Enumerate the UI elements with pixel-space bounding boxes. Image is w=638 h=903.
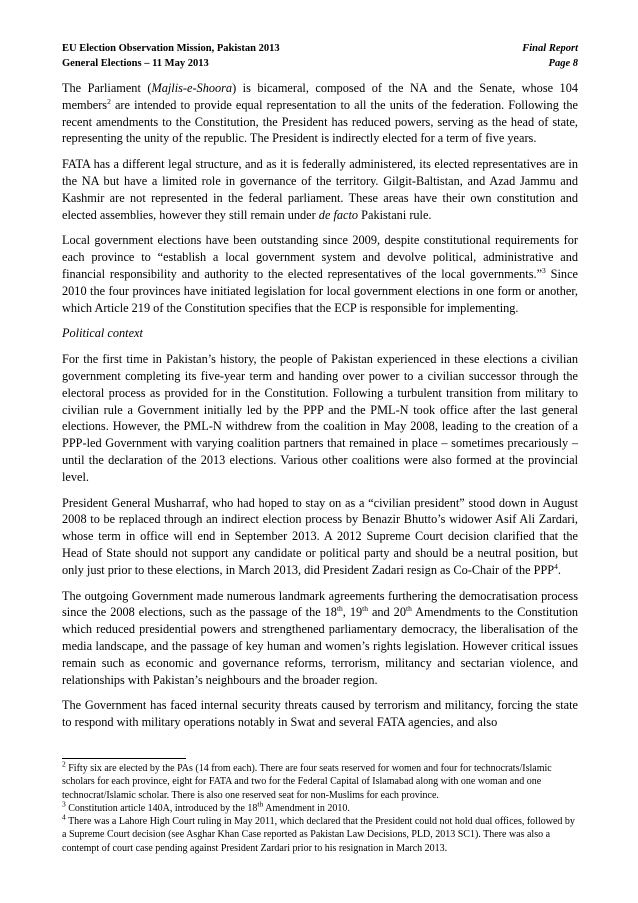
de-facto-term: de facto	[318, 207, 359, 222]
header-page-number: Page 8	[548, 58, 578, 69]
footnote-ref-4[interactable]: 4	[554, 561, 558, 571]
paragraph-musharraf: President General Musharraf, who had hoped to stay on as a “civilian president” stood down in August 2008 to be replaced through an indirect election process by Benazir Bhutto’s widower Asif Ali Zardari, whose term in office will end in September 2013. A 2012 Supreme Court decision clarified that the Head of State should not support any candidate or political party and should be a neutral position, but only just prior to these elections, in March 2013, did President Zadari resign as Co-Chair of the PPP$^4$.	[62, 495, 578, 577]
footnote-ref-3[interactable]: 3	[542, 265, 546, 275]
footnotes	[62, 759, 578, 855]
header-report-type: Final Report	[522, 43, 578, 54]
subheading-political-context: Political context	[62, 326, 143, 341]
footnote-ref-2[interactable]: 2	[107, 96, 111, 106]
header-mission-title: EU Election Observation Mission, Pakistan 2013	[62, 43, 280, 54]
paragraph-security-threats: The Government has faced internal security threats caused by terrorism and militancy, forcing the state to respond with military operations notably in Swat and several FATA agencies, and also	[62, 698, 578, 730]
document-body	[62, 80, 578, 740]
paragraph-outgoing-government: The outgoing Government made numerous landmark agreements furthering the democratisation process since the 2008 elections, such as the passage of the 18th, 19th and 20th Amendments to the Constitution which reduced presidential powers and strengthened parliamentary democracy, the liberalisation of the media landscape, and the passage of key human and women’s rights legislation. However critical issues remain such as economic and governance reforms, terrorism, militancy and sectarian violence, and relationships with Pakistan’s neighbours and the broader region.	[62, 588, 578, 687]
footnote-3: $^3$ Constitution article 140A, introduced by the 18th Amendment in 2010.	[62, 799, 350, 814]
footnote-2: $^2$ Fifty six are elected by the PAs (14 from each). There are four seats reserved for women and four for technocrats/Islamic scholars for each province, eight for FATA and two for the Federal Capital of Islamabad along with one woman and one technocrat/Islamic scholar. There is also one reserved seat for non-Muslims for each province.	[62, 759, 552, 801]
paragraph-local-government: Local government elections have been outstanding since 2009, despite constitutional requirements for each province to “establish a local government system and devolve political, administrative and financial responsibility and authority to the elected representatives of the local governments.”$^3$ Since 2010 the four provinces have initiated legislation for local government elections in one form or another, which Article 219 of the Constitution specifies that the ECP is responsible for implementing.	[62, 233, 578, 315]
footnote-divider	[62, 758, 186, 759]
header-election-date: General Elections – 11 May 2013	[62, 58, 209, 69]
paragraph-fata: FATA has a different legal structure, and as it is federally administered, its elected representatives are in the NA but have a limited role in governance of the territory. Gilgit-Baltistan, and Azad Jammu and Kashmir are not represented in the federal parliament. These areas have their own constitution and elected assemblies, however they still remain under de facto Pakistani rule.	[62, 157, 578, 222]
page-header	[62, 41, 578, 71]
paragraph-parliament: The Parliament (Majlis-e-Shoora) is bicameral, composed of the NA and the Senate, whose 104 members$^2$ are intended to provide equal representation to all the units of the federation. Following the recent amendments to the Constitution, the President has reduced powers, serving as the head of state, representing the unity of the republic. The President is indirectly elected for a term of five years.	[62, 81, 578, 146]
footnote-4: $^4$ There was a Lahore High Court ruling in May 2011, which declared that the President could not hold dual offices, followed by a Supreme Court decision (see Asghar Khan Case reported as Pakistan Law Decisions, PLD, 2013 SC1). There was also a contempt of court case pending against President Zardari prior to his resignation in March 2013.	[62, 812, 575, 854]
majlis-term: Majlis-e-Shoora	[151, 81, 233, 95]
paragraph-civilian-transition: For the first time in Pakistan’s history, the people of Pakistan experienced in these elections a civilian government completing its five-year term and handing over power to a civilian successor through the electoral process as provided for in the Constitution. Following a turbulent transition from military to civilian rule a Government initially led by the PPP and the PML-N took office after the last general elections. However, the PML-N withdrew from the coalition in May 2008, leading to the creation of a PPP-led Government with varying coalition partners that remained in place – sometimes precariously – until the declaration of the 2013 elections. Various other coalitions were also formed at the provincial level.	[62, 352, 578, 484]
